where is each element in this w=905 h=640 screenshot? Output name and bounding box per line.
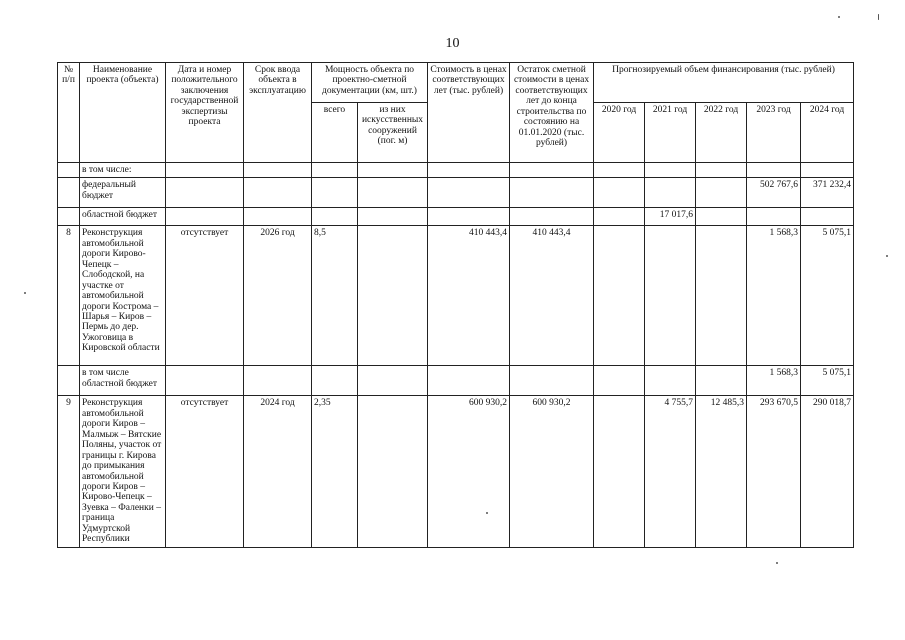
scan-speck [24,292,26,294]
scan-speck [838,16,840,18]
table-row-project-8-regional [58,366,854,396]
header-capacity: Мощность объекта по проектно-сметной документации (км, шт.) [312,63,428,103]
cell-2024: 5 075,1 [801,366,854,396]
header-capacity-structures: из них искусственных сооружений (пог. м) [358,103,428,163]
header-year-2020: 2020 год [594,103,645,163]
cell-2023: 1 568,3 [747,366,801,396]
cell-expertise: отсутствует [166,226,244,366]
header-cost: Стоимость в ценах соответствующих лет (тыс. рублей) [428,63,510,163]
header-remainder: Остаток сметной стоимости в ценах соответствующих лет до конца строительства по состоянию на 01.01.2020 (тыс. рублей) [510,63,594,163]
cell-name: Реконструкция автомобильной дороги Кирово-Чепецк – Слободской, на участке от автомобильной дороги Кострома – Шарья – Киров – Пермь до дер. Ужоговица в Кировской области [80,226,166,366]
cell-2024: 290 018,7 [801,396,854,547]
table-row-including [58,163,854,178]
cell-2023: 293 670,5 [747,396,801,547]
cell-remainder: 600 930,2 [510,396,594,547]
page-number: 10 [445,36,460,51]
table-row-project-8 [58,226,854,366]
header-num: № п/п [58,63,80,163]
header-capacity-total: всего [312,103,358,163]
header-year-2021: 2021 год [645,103,696,163]
cell-2022: 12 485,3 [696,396,747,547]
scan-speck [776,562,778,564]
cell-cost: 600 930,2 [428,396,510,547]
cell-capacity-total: 2,35 [312,396,358,547]
cell-expertise: отсутствует [166,396,244,547]
cell-2024: 371 232,4 [801,178,854,208]
cell-num: 8 [58,226,80,366]
row-label: в том числе: [80,163,166,178]
cell-2024: 5 075,1 [801,226,854,366]
cell-2021: 4 755,7 [645,396,696,547]
header-expertise: Дата и номер положительного заключения государственной экспертизы проекта [166,63,244,163]
cell-capacity-total: 8,5 [312,226,358,366]
cell-2021: 17 017,6 [645,208,696,226]
row-label: областной бюджет [80,208,166,226]
cell-2023: 502 767,6 [747,178,801,208]
row-label: в том числе областной бюджет [80,366,166,396]
cell-term: 2026 год [244,226,312,366]
cell-cost: 410 443,4 [428,226,510,366]
cell-term: 2024 год [244,396,312,547]
cell-num: 9 [58,396,80,547]
financing-table [57,62,854,548]
scan-speck [878,14,879,20]
cell-name: Реконструкция автомобильной дороги Киров – Малмыж – Вятские Поляны, участок от границы г. Кирова до примыкания автомобильной дороги Киров – Кирово-Чепецк – Зуевка – Фаленки – граница Удмуртской Республики [80,396,166,547]
cell-2023: 1 568,3 [747,226,801,366]
header-forecast: Прогнозируемый объем финансирования (тыс. рублей) [594,63,854,103]
header-term: Срок ввода объекта в эксплуатацию [244,63,312,163]
header-year-2023: 2023 год [747,103,801,163]
row-label: федеральный бюджет [80,178,166,208]
header-name: Наименование проекта (объекта) [80,63,166,163]
cell-remainder: 410 443,4 [510,226,594,366]
header-year-2024: 2024 год [801,103,854,163]
table-row-regional [58,208,854,226]
scan-speck [886,255,888,257]
table-row-federal [58,178,854,208]
scan-speck [486,512,488,514]
header-year-2022: 2022 год [696,103,747,163]
table-row-project-9 [58,396,854,547]
